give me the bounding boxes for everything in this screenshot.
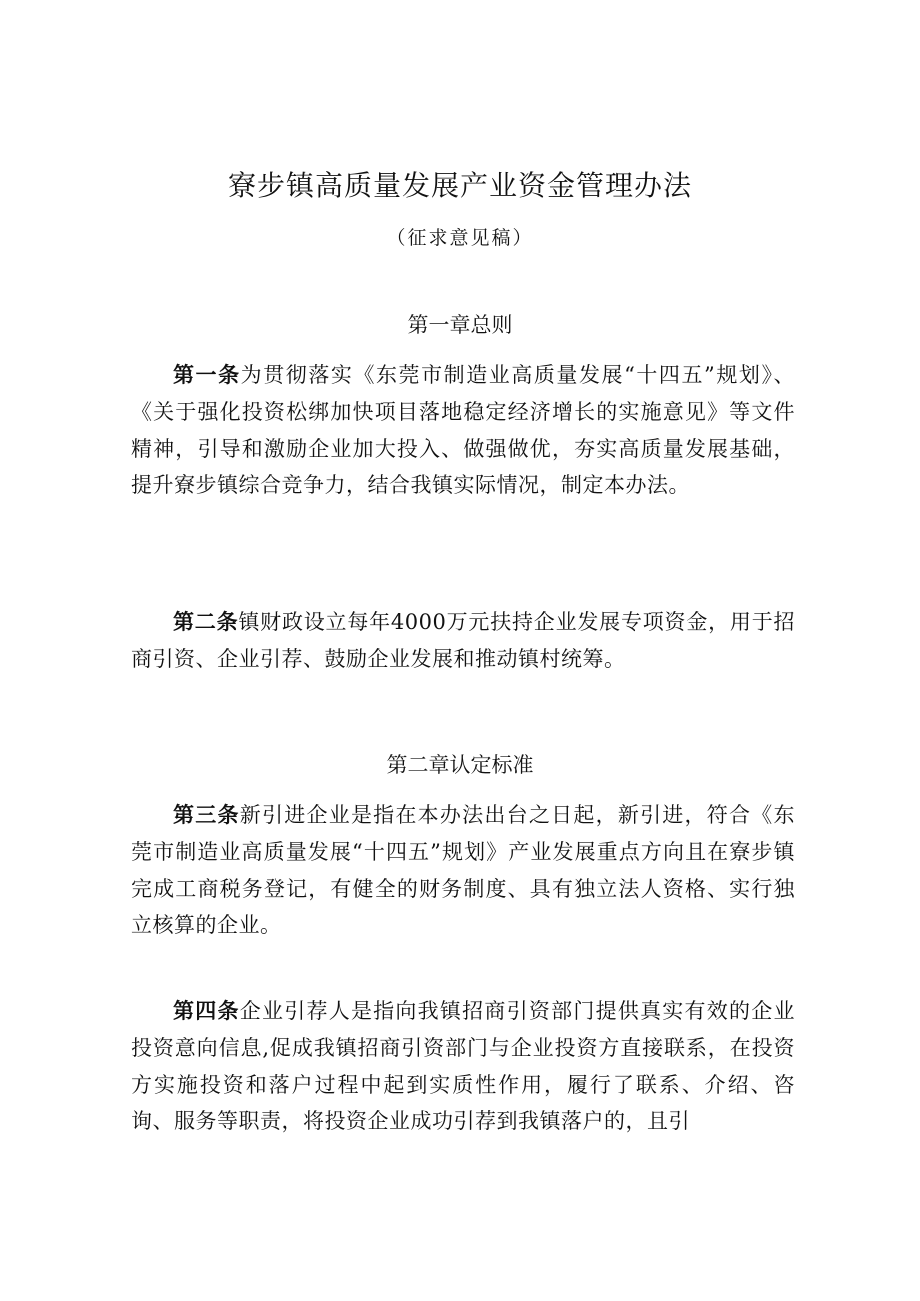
document-subtitle: （征求意见稿）	[386, 227, 534, 249]
article-text: 企业引荐人是指向我镇招商引资部门提供真实有效的企业投资意向信息,促成我镇招商引资部门与企业投资方直接联系，在投资方实施投资和落户过程中起到实质性作用，履行了联系、介绍、咨询、服务等职责，将投资企业成功引荐到我镇落户的，且引	[131, 999, 796, 1134]
chapter-heading-1: 第一章总则	[407, 313, 513, 337]
article-2	[131, 604, 795, 678]
article-number: 第四条	[173, 998, 240, 1023]
article-4	[131, 993, 795, 1140]
article-text: 为贯彻落实《东莞市制造业高质量发展“十四五”规划》、《关于强化投资松绑加快项目落地稳定经济增长的实施意见》等文件精神，引导和激励企业加大投入、做强做优，夯实高质量发展基础，提升寮步镇综合竞争力，结合我镇实际情况，制定本办法。	[131, 363, 795, 498]
article-1	[131, 357, 795, 504]
article-number: 第三条	[173, 802, 240, 827]
chapter-heading-2: 第二章认定标准	[386, 753, 534, 777]
article-number: 第一条	[173, 362, 241, 387]
article-text: 新引进企业是指在本办法出台之日起，新引进，符合《东莞市制造业高质量发展“十四五”规划》产业发展重点方向且在寮步镇完成工商税务登记，有健全的财务制度、具有独立法人资格、实行独立核算的企业。	[131, 803, 796, 938]
article-3	[131, 797, 795, 944]
article-text: 镇财政设立每年4000万元扶持企业发展专项资金，用于招商引资、企业引荐、鼓励企业发展和推动镇村统筹。	[131, 610, 795, 671]
document-title: 寮步镇高质量发展产业资金管理办法	[227, 169, 692, 202]
article-number: 第二条	[173, 609, 239, 634]
